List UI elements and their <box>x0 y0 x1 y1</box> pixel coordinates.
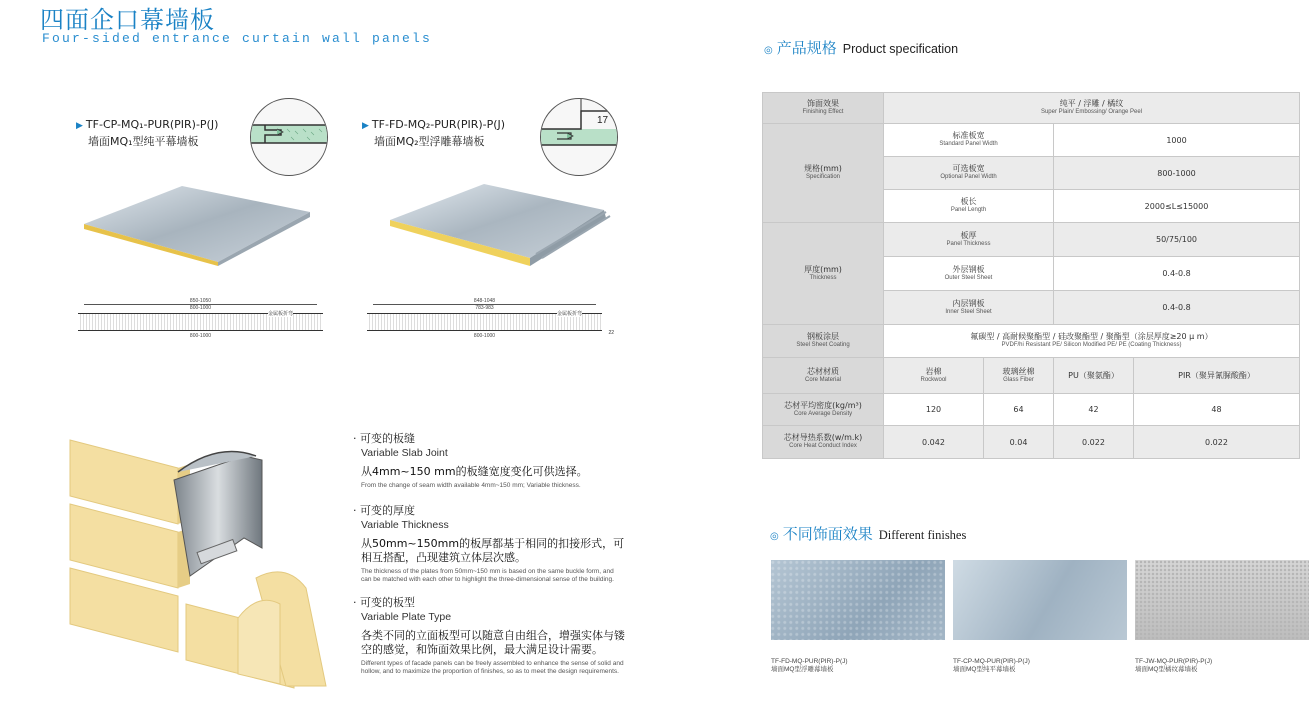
spec-core-col-4: PIR（聚异氰脲酸酯） <box>1134 358 1300 394</box>
spec-heat-1: 0.042 <box>884 426 984 459</box>
circle-bullet-icon: ◎ <box>764 45 773 56</box>
spec-core-header: 芯材材质 Core Material <box>763 358 884 394</box>
spec-density-1: 120 <box>884 394 984 426</box>
product-2-dim-bottom: 800-1000 <box>473 333 496 339</box>
spec-density-3: 42 <box>1054 394 1134 426</box>
product-1-dim-bottom: 800-1000 <box>189 333 212 339</box>
spec-thick-row-2-label: 外层钢板 Outer Steel Sheet <box>884 257 1054 291</box>
finish-swatch-embossed <box>771 560 945 640</box>
feature-3-text: 各类不同的立面板型可以随意自由组合，增强实体与镂空的感觉，和饰面效果比例，最大满足设计需要。 <box>361 629 625 656</box>
spec-size-row-1-value: 1000 <box>1054 124 1300 157</box>
spec-core-col-2: 玻璃丝棉 Glass Fiber <box>984 358 1054 394</box>
spec-density-2: 64 <box>984 394 1054 426</box>
product-2-code: TF-FD-MQ₂-PUR(PIR)-P(J) <box>371 118 506 131</box>
spec-density-4: 48 <box>1134 394 1300 426</box>
spec-finish-value: 纯平 / 浮雕 / 橘纹 Super Plain/ Embossing/ Orange Peel <box>884 93 1300 124</box>
spec-thick-row-2-value: 0.4-0.8 <box>1054 257 1300 291</box>
product-2-label <box>362 117 505 149</box>
circle-bullet-icon: ◎ <box>770 531 779 542</box>
product-1-section-drawing <box>78 298 323 339</box>
feature-1-text-en: From the change of seam width available 4mm~150 mm; Variable thickness. <box>361 482 581 489</box>
finish-caption-3: TF-JW-MQ-PUR(PIR)-P(J) 墙面MQ型橘纹幕墙板 <box>1135 658 1213 673</box>
feature-1-title: · 可变的板缝 <box>353 432 415 445</box>
product-2-dim-top: 848-1048 <box>473 298 496 304</box>
spec-thick-row-3-value: 0.4-0.8 <box>1054 291 1300 325</box>
triangle-bullet-icon: ▶ <box>76 121 83 131</box>
product-1-label <box>76 117 218 149</box>
product-2-callout: 金属板折弯 <box>556 311 582 317</box>
feature-3-title-en: Variable Plate Type <box>361 611 452 623</box>
spec-title-cn: 产品规格 <box>776 39 837 57</box>
product-1-panel-image <box>70 182 315 267</box>
product-2-dim-mid: 783-983 <box>475 305 494 311</box>
product-2-name: 墙面MQ₂型浮雕幕墙板 <box>374 135 485 148</box>
spec-heat-3: 0.022 <box>1054 426 1134 459</box>
finish-caption-1: TF-FD-MQ-PUR(PIR)-P(J) 墙面MQ型浮雕幕墙板 <box>771 658 848 673</box>
product-1-dim-mid: 800-1000 <box>189 305 212 311</box>
finishes-section-header <box>770 523 966 544</box>
facade-assembly-illustration <box>66 428 336 696</box>
spec-table <box>762 92 1300 459</box>
spec-section-header <box>764 37 958 58</box>
page-subtitle: Four-sided entrance curtain wall panels <box>42 31 433 46</box>
finish-swatch-orange-peel <box>1135 560 1309 640</box>
product-1-name: 墙面MQ₁型纯平幕墙板 <box>88 135 199 148</box>
spec-size-row-2-value: 800-1000 <box>1054 157 1300 190</box>
spec-heat-4: 0.022 <box>1134 426 1300 459</box>
spec-coating-header: 钢板涂层 Steel Sheet Coating <box>763 325 884 358</box>
feature-2-text-en: The thickness of the plates from 50mm~150 mm is based on the same buckle form, and can be matched with each other to highlight the three-dimensional sense of the building. <box>361 568 614 583</box>
product-2-section-drawing <box>367 298 614 339</box>
spec-density-header: 芯材平均密度(kg/m³) Core Average Density <box>763 394 884 426</box>
spec-thick-row-1-label: 板厚 Panel Thickness <box>884 223 1054 257</box>
spec-size-header: 规格(mm) Specification <box>763 124 884 223</box>
spec-coating-value: 氟碳型 / 高耐候聚酯型 / 硅改聚酯型 / 聚酯型（涂层厚度≥20 μ m） PVDF/hi Resistant PE/ Silicon Modified PE/ PE (Coating Thickness) <box>884 325 1300 358</box>
product-2-joint-detail <box>540 98 618 176</box>
page-title: 四面企口幕墙板 <box>40 6 215 34</box>
feature-1-title-en: Variable Slab Joint <box>361 447 448 459</box>
spec-finish-header: 饰面效果 Finishing Effect <box>763 93 884 124</box>
product-1-code: TF-CP-MQ₁-PUR(PIR)-P(J) <box>85 118 219 131</box>
product-1-callout: 金属板折弯 <box>267 311 293 317</box>
feature-3-title: · 可变的板型 <box>353 596 415 609</box>
product-1-dim-top: 850-1050 <box>189 298 212 304</box>
spec-thickness-header: 厚度(mm) Thickness <box>763 223 884 325</box>
spec-core-col-3: PU（聚氨酯） <box>1054 358 1134 394</box>
feature-2-title: · 可变的厚度 <box>353 504 415 517</box>
feature-thickness <box>353 502 625 584</box>
finishes-title-cn: 不同饰面效果 <box>782 525 873 543</box>
finishes-title-en: Different finishes <box>878 528 967 542</box>
feature-slab-joint <box>353 430 625 490</box>
product-1-joint-detail <box>250 98 328 176</box>
product-2-panel-image <box>380 180 620 270</box>
product-2-detail-num: 17 <box>597 115 609 126</box>
feature-2-text: 从50mm~150mm的板厚都基于相同的扣接形式，可相互搭配，凸现建筑立体层次感。 <box>361 537 625 564</box>
spec-thick-row-1-value: 50/75/100 <box>1054 223 1300 257</box>
feature-3-text-en: Different types of facade panels can be freely assembled to enhance the sense of solid and hollow, and to maximize the proportion of finishes, so as to meet the design requirements. <box>361 660 624 675</box>
spec-core-col-1: 岩棉 Rockwool <box>884 358 984 394</box>
spec-size-row-3-value: 2000≤L≤15000 <box>1054 190 1300 223</box>
finish-swatch-plain <box>953 560 1127 640</box>
spec-heat-header: 芯材导热系数(w/m.k) Core Heat Conduct Index <box>763 426 884 459</box>
spec-title-en: Product specification <box>842 42 959 56</box>
spec-thick-row-3-label: 内层钢板 Inner Steel Sheet <box>884 291 1054 325</box>
finish-caption-2: TF-CP-MQ-PUR(PIR)-P(J) 墙面MQ型纯平幕墙板 <box>953 658 1030 673</box>
feature-plate-type <box>353 594 625 676</box>
product-2-side-num: 22 <box>608 330 614 336</box>
feature-2-title-en: Variable Thickness <box>361 519 449 531</box>
spec-size-row-1-label: 标准板宽 Standard Panel Width <box>884 124 1054 157</box>
spec-size-row-3-label: 板长 Panel Length <box>884 190 1054 223</box>
triangle-bullet-icon: ▶ <box>362 121 369 131</box>
spec-heat-2: 0.04 <box>984 426 1054 459</box>
spec-size-row-2-label: 可选板宽 Optional Panel Width <box>884 157 1054 190</box>
feature-1-text: 从4mm~150 mm的板缝宽度变化可供选择。 <box>361 465 588 478</box>
